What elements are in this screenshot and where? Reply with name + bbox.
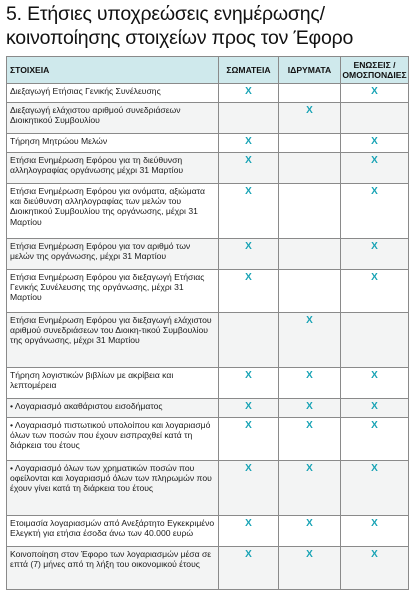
mark-foundations: X [279,547,341,590]
header-foundations: ΙΔΡΥΜΑΤΑ [279,57,341,84]
row-label: • Λογαριασμό ακαθάριστου εισοδήματος [7,399,219,418]
mark-associations: X [219,461,279,516]
mark-unions-federations: X [341,368,409,399]
mark-unions-federations: X [341,184,409,239]
mark-associations: X [219,270,279,313]
mark-unions-federations: X [341,239,409,270]
row-label: Ετήσια Ενημέρωση Εφόρου για ονόματα, αξιώματα και διεύθυνση αλληλογραφίας των μελών του Διοικητικού Συμβουλίου της οργάνωσης, μέχρι 31 Μαρτίου [7,184,219,239]
mark-unions-federations: X [341,418,409,461]
header-unions-federations: ΕΝΩΣΕΙΣ / ΟΜΟΣΠΟΝΔΙΕΣ [341,57,409,84]
table-row [7,313,409,368]
row-label: Τήρηση Μητρώου Μελών [7,134,219,153]
table-row [7,516,409,547]
mark-foundations [279,184,341,239]
mark-unions-federations: X [341,84,409,103]
title-line-1: 5. Ετήσιες υποχρεώσεις ενημέρωσης/ [6,3,325,25]
table-row [7,418,409,461]
table-row [7,270,409,313]
row-label: • Λογαριασμό πιστωτικού υπολοίπου και λογαριασμό όλων των ποσών που έχουν εισπραχθεί κατά τη διάρκεια του έτους [7,418,219,461]
mark-associations: X [219,547,279,590]
mark-unions-federations [341,313,409,368]
mark-foundations [279,134,341,153]
table-row [7,399,409,418]
table-header-row [7,57,409,84]
table-row [7,153,409,184]
row-label: • Λογαριασμό όλων των χρηματικών ποσών που οφείλονται και λογαριασμό όλων των πληρωμών που έχουν γίνει κατά τη διάρκεια του έτους [7,461,219,516]
mark-foundations [279,270,341,313]
mark-associations: X [219,84,279,103]
mark-foundations: X [279,418,341,461]
mark-associations: X [219,239,279,270]
mark-unions-federations [341,103,409,134]
mark-associations: X [219,516,279,547]
row-label: Ετοιμασία λογαριασμών από Ανεξάρτητο Εγκεκριμένο Ελεγκτή για ετήσια έσοδα άνω των 40.000 ευρώ [7,516,219,547]
mark-associations [219,313,279,368]
obligations-table [6,56,409,590]
mark-associations: X [219,153,279,184]
mark-associations [219,103,279,134]
row-label: Διεξαγωγή ελάχιστου αριθμού συνεδριάσεων Διοικητικού Συμβουλίου [7,103,219,134]
row-label: Τήρηση λογιστικών βιβλίων με ακρίβεια και λεπτομέρεια [7,368,219,399]
mark-associations: X [219,399,279,418]
mark-foundations: X [279,516,341,547]
table-row [7,547,409,590]
header-items: ΣΤΟΙΧΕΙΑ [7,57,219,84]
mark-associations: X [219,368,279,399]
mark-unions-federations: X [341,461,409,516]
mark-foundations: X [279,103,341,134]
mark-unions-federations: X [341,134,409,153]
row-label: Κοινοποίηση στον Έφορο των λογαριασμών μέσα σε επτά (7) μήνες από τη λήξη του οικονομικού έτους [7,547,219,590]
table-row [7,461,409,516]
mark-foundations [279,153,341,184]
table-row [7,84,409,103]
mark-unions-federations: X [341,270,409,313]
table-row [7,103,409,134]
mark-unions-federations: X [341,153,409,184]
mark-foundations: X [279,399,341,418]
table-row [7,239,409,270]
page-title [0,0,414,50]
mark-unions-federations: X [341,399,409,418]
row-label: Ετήσια Ενημέρωση Εφόρου για διεξαγωγή ελάχιστου αριθμού συνεδριάσεων του Διοικη-τικού Συμβουλίου της οργάνωσης, μέχρι 31 Μαρτίου [7,313,219,368]
header-associations: ΣΩΜΑΤΕΙΑ [219,57,279,84]
mark-foundations [279,239,341,270]
mark-foundations: X [279,461,341,516]
row-label: Ετήσια Ενημέρωση Εφόρου για τον αριθμό των μελών της οργάνωσης, μέχρι 31 Μαρτίου [7,239,219,270]
mark-foundations: X [279,368,341,399]
mark-associations: X [219,134,279,153]
mark-unions-federations: X [341,547,409,590]
mark-associations: X [219,418,279,461]
row-label: Ετήσια Ενημέρωση Εφόρου για διεξαγωγή Ετήσιας Γενικής Συνέλευσης της οργάνωσης, μέχρι 31 Μαρτίου [7,270,219,313]
table-row [7,134,409,153]
row-label: Ετήσια Ενημέρωση Εφόρου για τη διεύθυνση αλληλογραφίας οργάνωσης μέχρι 31 Μαρτίου [7,153,219,184]
title-line-2: κοινοποίησης στοιχείων προς τον Έφορο [6,27,354,49]
row-label: Διεξαγωγή Ετήσιας Γενικής Συνέλευσης [7,84,219,103]
mark-associations: X [219,184,279,239]
mark-foundations: X [279,313,341,368]
table-row [7,184,409,239]
table-row [7,368,409,399]
mark-unions-federations: X [341,516,409,547]
mark-foundations [279,84,341,103]
